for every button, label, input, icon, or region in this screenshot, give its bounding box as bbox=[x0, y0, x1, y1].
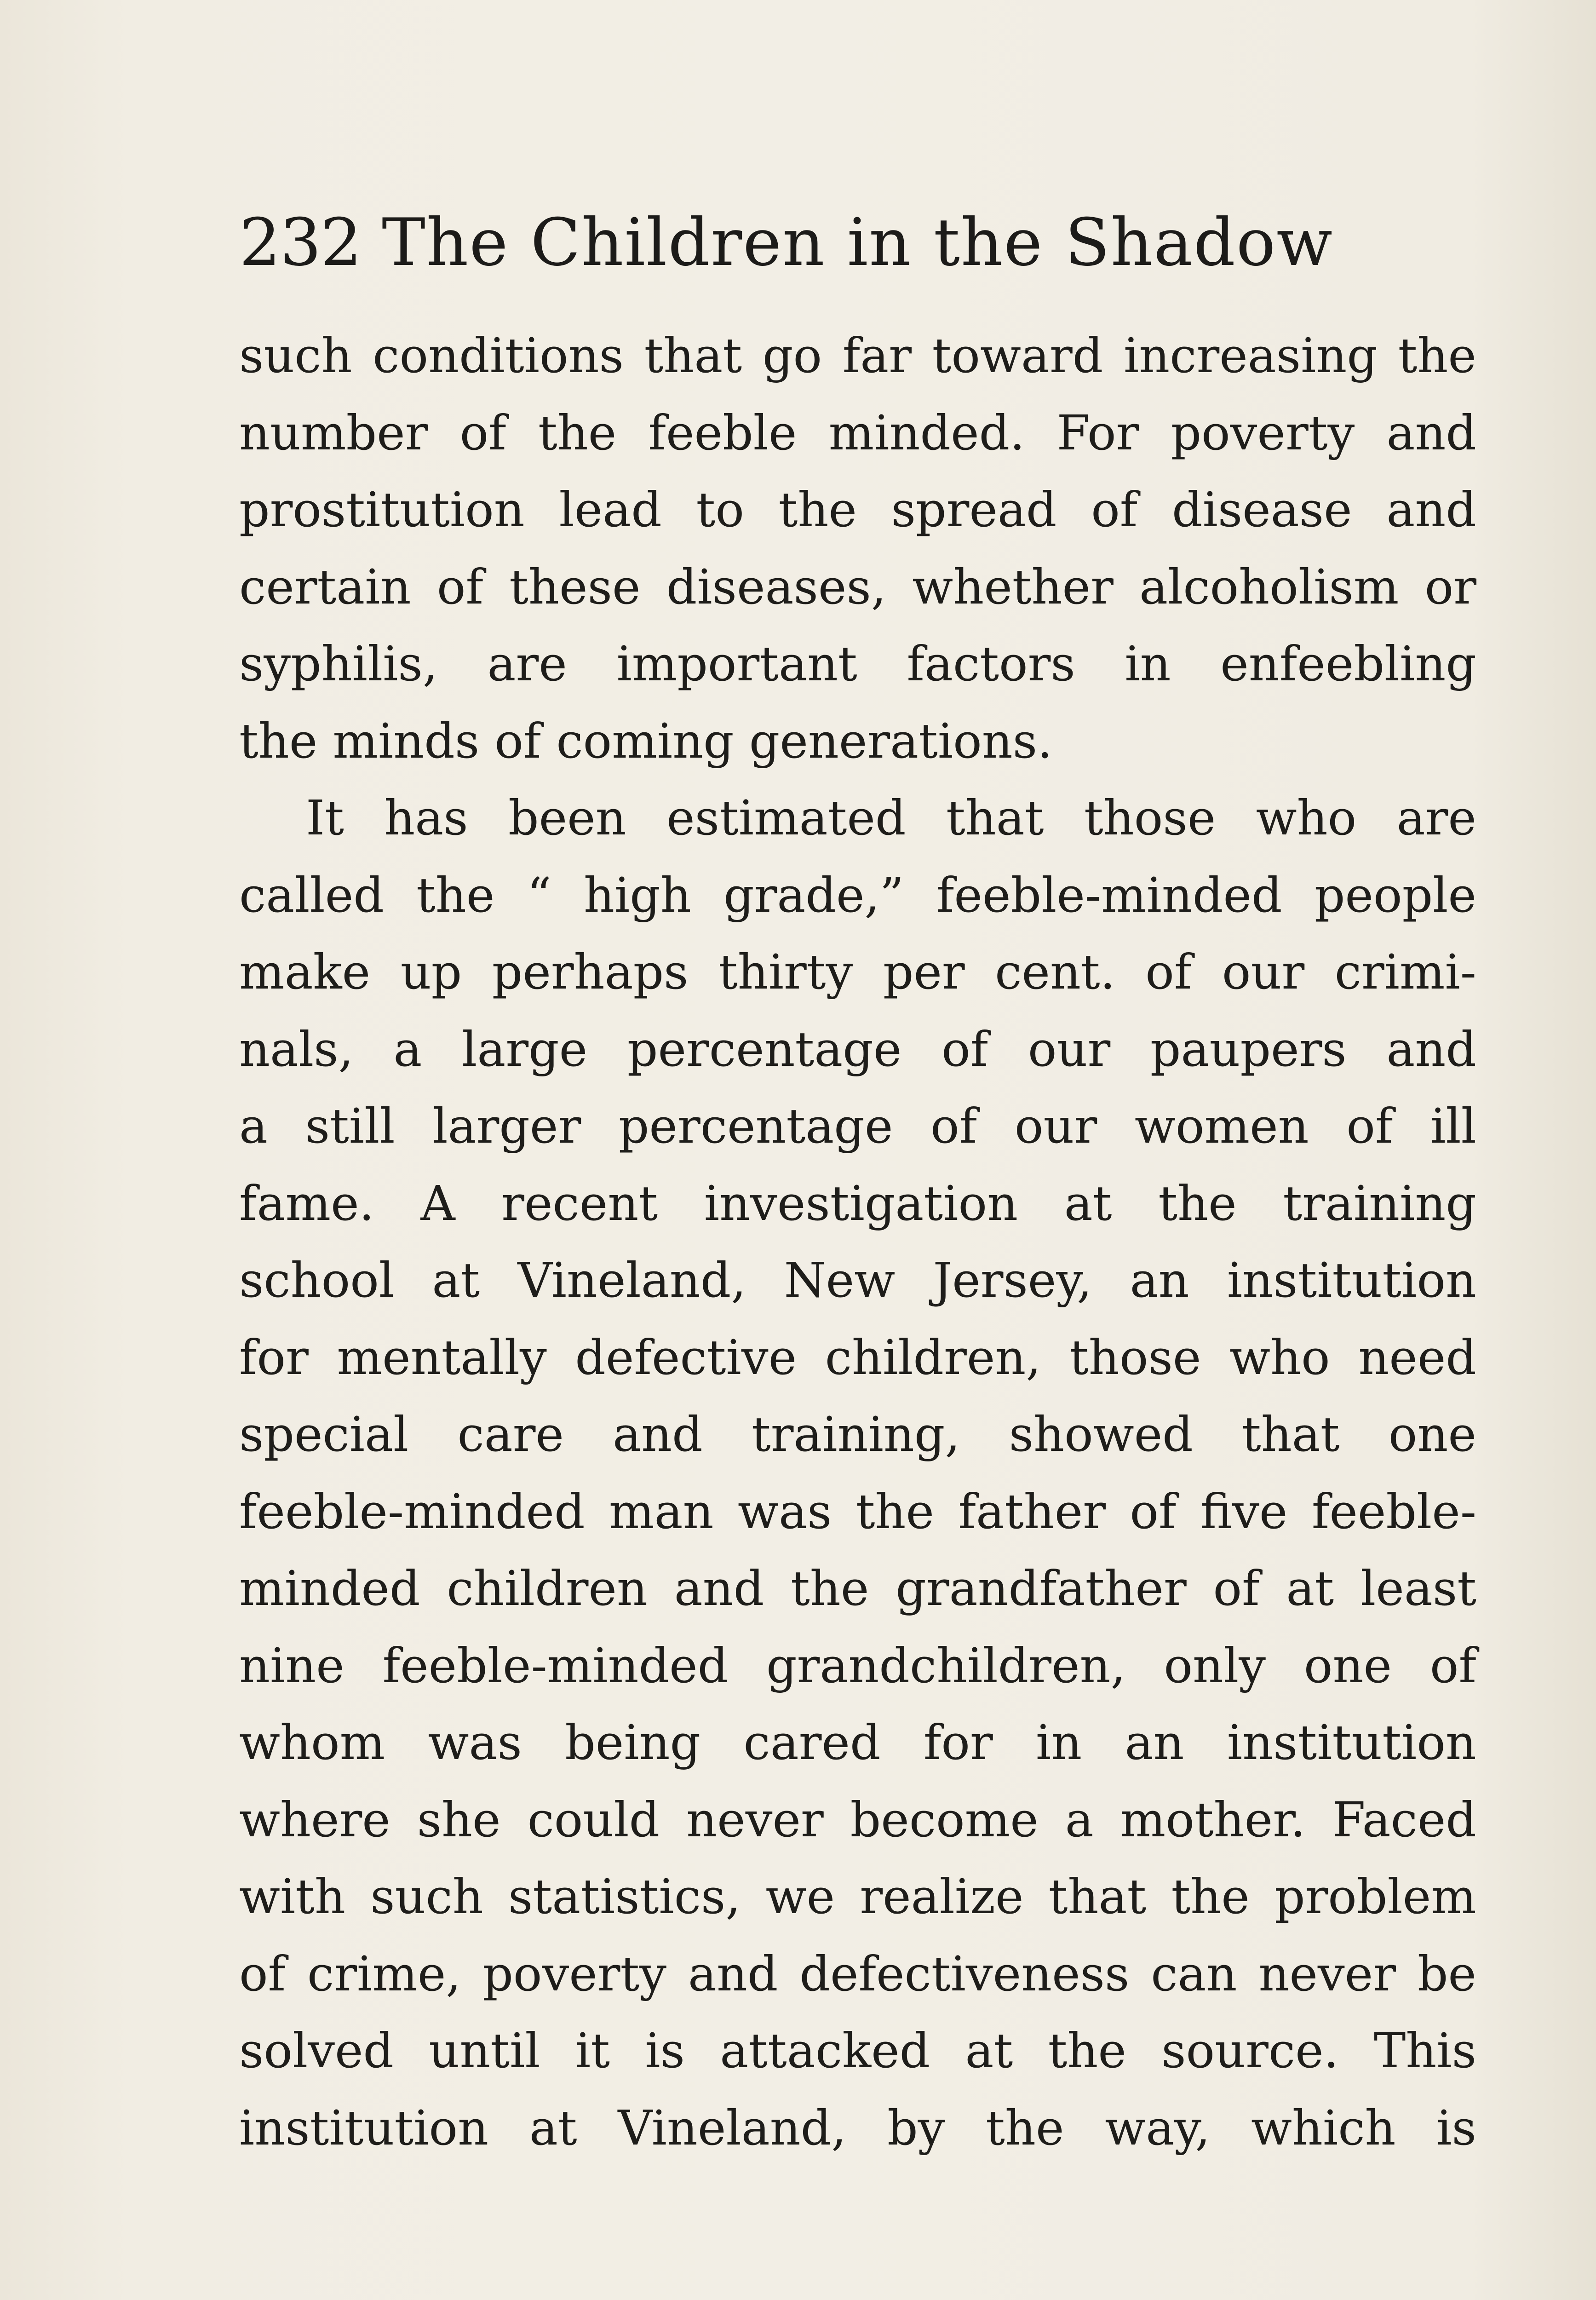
word: source. bbox=[1161, 2023, 1339, 2079]
word: Jersey, bbox=[933, 1252, 1092, 1308]
word: the bbox=[1398, 328, 1476, 384]
text-line bbox=[239, 1704, 1476, 1782]
word: fame. bbox=[239, 1175, 374, 1231]
word: being bbox=[565, 1714, 701, 1771]
word: could bbox=[527, 1791, 660, 1848]
word: is bbox=[1436, 2099, 1476, 2156]
word: problem bbox=[1275, 1869, 1476, 1925]
text-line bbox=[239, 395, 1476, 472]
word: such bbox=[239, 328, 352, 384]
word: and bbox=[1386, 482, 1476, 538]
word: training bbox=[1283, 1175, 1476, 1231]
text-line bbox=[239, 1242, 1476, 1319]
word: of bbox=[239, 1945, 286, 2002]
word: minded bbox=[239, 1560, 420, 1616]
word: those bbox=[1084, 790, 1216, 846]
word: cent. bbox=[995, 944, 1115, 1000]
word: a bbox=[1065, 1791, 1094, 1848]
word: who bbox=[1229, 1329, 1330, 1386]
word: she bbox=[417, 1791, 501, 1848]
word: these bbox=[509, 558, 641, 615]
word: crime, bbox=[307, 1945, 461, 2002]
word: one bbox=[1303, 1637, 1392, 1694]
word: diseases, bbox=[666, 558, 886, 615]
word: way, bbox=[1105, 2099, 1211, 2156]
word: need bbox=[1358, 1329, 1476, 1386]
word: that bbox=[1242, 1406, 1340, 1462]
text-line bbox=[239, 549, 1476, 626]
word: children, bbox=[825, 1329, 1041, 1386]
word: statistics, bbox=[508, 1869, 741, 1925]
word: of bbox=[930, 1098, 977, 1154]
word: mother. bbox=[1120, 1791, 1306, 1848]
text-line bbox=[239, 626, 1476, 703]
word: the bbox=[778, 482, 857, 538]
word: training, bbox=[751, 1406, 960, 1462]
word: New bbox=[784, 1252, 896, 1308]
word: minded. bbox=[828, 404, 1025, 461]
word: make bbox=[239, 944, 371, 1000]
word: nals, bbox=[239, 1021, 354, 1077]
word: syphilis, bbox=[239, 636, 438, 692]
text-line bbox=[239, 1936, 1476, 2013]
word: of bbox=[459, 404, 506, 461]
word: and bbox=[1386, 404, 1476, 461]
text-line bbox=[239, 1782, 1476, 1859]
word: that bbox=[1048, 1869, 1147, 1925]
word: conditions bbox=[373, 328, 624, 384]
word: our bbox=[1222, 944, 1305, 1000]
word: investigation bbox=[704, 1175, 1018, 1231]
text-line bbox=[239, 1473, 1476, 1551]
word: that bbox=[644, 328, 742, 384]
word: for bbox=[239, 1329, 309, 1386]
word: we bbox=[765, 1869, 835, 1925]
word: or bbox=[1424, 558, 1476, 615]
word: of bbox=[1130, 1483, 1177, 1540]
word: women bbox=[1134, 1098, 1309, 1154]
word: This bbox=[1374, 2023, 1476, 2079]
word: defectiveness bbox=[799, 1945, 1130, 2002]
word: care bbox=[457, 1406, 564, 1462]
word: can bbox=[1151, 1945, 1237, 2002]
word: paupers bbox=[1150, 1021, 1347, 1077]
word: feeble-minded bbox=[382, 1637, 729, 1694]
word: Vineland, bbox=[517, 1252, 746, 1308]
word: least bbox=[1361, 1560, 1476, 1616]
word: that bbox=[946, 790, 1044, 846]
word: For bbox=[1056, 404, 1139, 461]
word: of bbox=[1091, 482, 1138, 538]
word: was bbox=[738, 1483, 832, 1540]
word: those bbox=[1069, 1329, 1201, 1386]
word: grade,” bbox=[723, 867, 904, 923]
word: percentage bbox=[627, 1021, 902, 1077]
word: of bbox=[1430, 1637, 1476, 1694]
word: “ bbox=[527, 867, 551, 923]
word: Faced bbox=[1332, 1791, 1476, 1848]
word: such bbox=[370, 1869, 483, 1925]
word: enfeebling bbox=[1220, 636, 1476, 692]
word: was bbox=[428, 1714, 522, 1771]
word: the bbox=[986, 2099, 1064, 2156]
word: of bbox=[1213, 1560, 1260, 1616]
word: crimi- bbox=[1334, 944, 1476, 1000]
word: special bbox=[239, 1406, 409, 1462]
word: school bbox=[239, 1252, 395, 1308]
word: larger bbox=[432, 1098, 581, 1154]
word: solved bbox=[239, 2023, 394, 2079]
text-line bbox=[239, 780, 1476, 857]
word: thirty bbox=[718, 944, 853, 1000]
text-line bbox=[239, 2012, 1476, 2090]
word: is bbox=[645, 2023, 685, 2079]
word: be bbox=[1417, 1945, 1476, 2002]
text-line bbox=[239, 1319, 1476, 1397]
text-line bbox=[239, 1011, 1476, 1088]
word: of bbox=[1145, 944, 1192, 1000]
word: at bbox=[432, 1252, 480, 1308]
word: to bbox=[696, 482, 744, 538]
word: of bbox=[436, 558, 483, 615]
word: perhaps bbox=[492, 944, 689, 1000]
text-line bbox=[239, 1627, 1476, 1705]
word: has bbox=[384, 790, 468, 846]
word: the bbox=[1048, 2023, 1126, 2079]
word: toward bbox=[932, 328, 1103, 384]
word: disease bbox=[1172, 482, 1352, 538]
word: five bbox=[1200, 1483, 1288, 1540]
word: far bbox=[842, 328, 912, 384]
word: prostitution bbox=[239, 482, 525, 538]
word: and bbox=[613, 1406, 703, 1462]
word: A bbox=[420, 1175, 455, 1231]
word: are bbox=[487, 636, 567, 692]
word: the bbox=[791, 1560, 869, 1616]
word: whom bbox=[239, 1714, 385, 1771]
word: people bbox=[1314, 867, 1476, 923]
word: the bbox=[538, 404, 617, 461]
word: grandfather bbox=[896, 1560, 1187, 1616]
word: our bbox=[1028, 1021, 1111, 1077]
word: It bbox=[306, 790, 344, 846]
word: whether bbox=[912, 558, 1114, 615]
word: still bbox=[305, 1098, 395, 1154]
word: father bbox=[958, 1483, 1106, 1540]
word: never bbox=[686, 1791, 824, 1848]
text-line bbox=[239, 1088, 1476, 1165]
word: and bbox=[674, 1560, 764, 1616]
word: in bbox=[1125, 636, 1171, 692]
word: a bbox=[239, 1098, 268, 1154]
word: institution bbox=[1227, 1252, 1476, 1308]
word: go bbox=[762, 328, 822, 384]
word: spread bbox=[891, 482, 1057, 538]
word: called bbox=[239, 867, 384, 923]
word: increasing bbox=[1124, 328, 1378, 384]
word: poverty bbox=[1171, 404, 1355, 461]
word: mentally bbox=[337, 1329, 547, 1386]
word: become bbox=[850, 1791, 1039, 1848]
word: feeble bbox=[648, 404, 797, 461]
text-line bbox=[239, 472, 1476, 549]
word: our bbox=[1014, 1098, 1097, 1154]
word: institution bbox=[239, 2099, 489, 2156]
word: with bbox=[239, 1869, 346, 1925]
word: feeble-minded bbox=[936, 867, 1282, 923]
word: by bbox=[887, 2099, 945, 2156]
word: number bbox=[239, 404, 428, 461]
text-line bbox=[239, 703, 1476, 780]
word: poverty bbox=[482, 1945, 667, 2002]
word: are bbox=[1396, 790, 1476, 846]
word: percentage bbox=[618, 1098, 893, 1154]
word: of bbox=[1346, 1098, 1393, 1154]
word: ill bbox=[1430, 1098, 1476, 1154]
word: one bbox=[1388, 1406, 1476, 1462]
word: important bbox=[616, 636, 857, 692]
word: and bbox=[1386, 1021, 1476, 1077]
text-line bbox=[239, 857, 1476, 934]
word: defective bbox=[575, 1329, 797, 1386]
word: factors bbox=[907, 636, 1075, 692]
text-line bbox=[239, 1550, 1476, 1627]
word: lead bbox=[559, 482, 662, 538]
word: up bbox=[400, 944, 462, 1000]
word: at bbox=[1286, 1560, 1334, 1616]
word: and bbox=[688, 1945, 778, 2002]
word: the bbox=[1158, 1175, 1237, 1231]
word: Vineland, bbox=[618, 2099, 847, 2156]
text-line bbox=[239, 1396, 1476, 1473]
word: estimated bbox=[666, 790, 906, 846]
word: at bbox=[529, 2099, 577, 2156]
word: feeble-minded bbox=[239, 1483, 585, 1540]
text-line bbox=[239, 1858, 1476, 1936]
body-text bbox=[239, 317, 1476, 2167]
word: for bbox=[923, 1714, 993, 1771]
word: certain bbox=[239, 558, 411, 615]
word: feeble- bbox=[1311, 1483, 1476, 1540]
word: attacked bbox=[720, 2023, 930, 2079]
running-title: The Children in the Shadow bbox=[382, 205, 1333, 281]
word: man bbox=[609, 1483, 714, 1540]
text-line bbox=[239, 1165, 1476, 1242]
text-line-content: the minds of coming generations. bbox=[239, 713, 1053, 769]
text-line bbox=[239, 317, 1476, 395]
word: alcoholism bbox=[1139, 558, 1399, 615]
word: it bbox=[575, 2023, 610, 2079]
word: who bbox=[1256, 790, 1357, 846]
running-head bbox=[239, 205, 1352, 297]
text-line bbox=[239, 2090, 1476, 2167]
word: until bbox=[429, 2023, 540, 2079]
word: institution bbox=[1227, 1714, 1476, 1771]
word: grandchildren, bbox=[766, 1637, 1126, 1694]
page-number: 232 bbox=[239, 205, 362, 281]
word: an bbox=[1125, 1714, 1184, 1771]
word: large bbox=[462, 1021, 588, 1077]
word: showed bbox=[1009, 1406, 1193, 1462]
word: been bbox=[508, 790, 626, 846]
word: where bbox=[239, 1791, 390, 1848]
text-line bbox=[239, 934, 1476, 1011]
word: of bbox=[942, 1021, 988, 1077]
word: per bbox=[883, 944, 965, 1000]
word: children bbox=[447, 1560, 648, 1616]
word: the bbox=[1171, 1869, 1250, 1925]
word: never bbox=[1258, 1945, 1396, 2002]
word: high bbox=[584, 867, 691, 923]
word: at bbox=[965, 2023, 1013, 2079]
word: a bbox=[393, 1021, 422, 1077]
word: only bbox=[1164, 1637, 1266, 1694]
word: which bbox=[1251, 2099, 1396, 2156]
word: realize bbox=[860, 1869, 1024, 1925]
word: the bbox=[416, 867, 495, 923]
word: cared bbox=[743, 1714, 881, 1771]
word: recent bbox=[501, 1175, 658, 1231]
word: an bbox=[1130, 1252, 1189, 1308]
word: in bbox=[1035, 1714, 1082, 1771]
word: the bbox=[855, 1483, 935, 1540]
word: nine bbox=[239, 1637, 344, 1694]
word: at bbox=[1064, 1175, 1112, 1231]
